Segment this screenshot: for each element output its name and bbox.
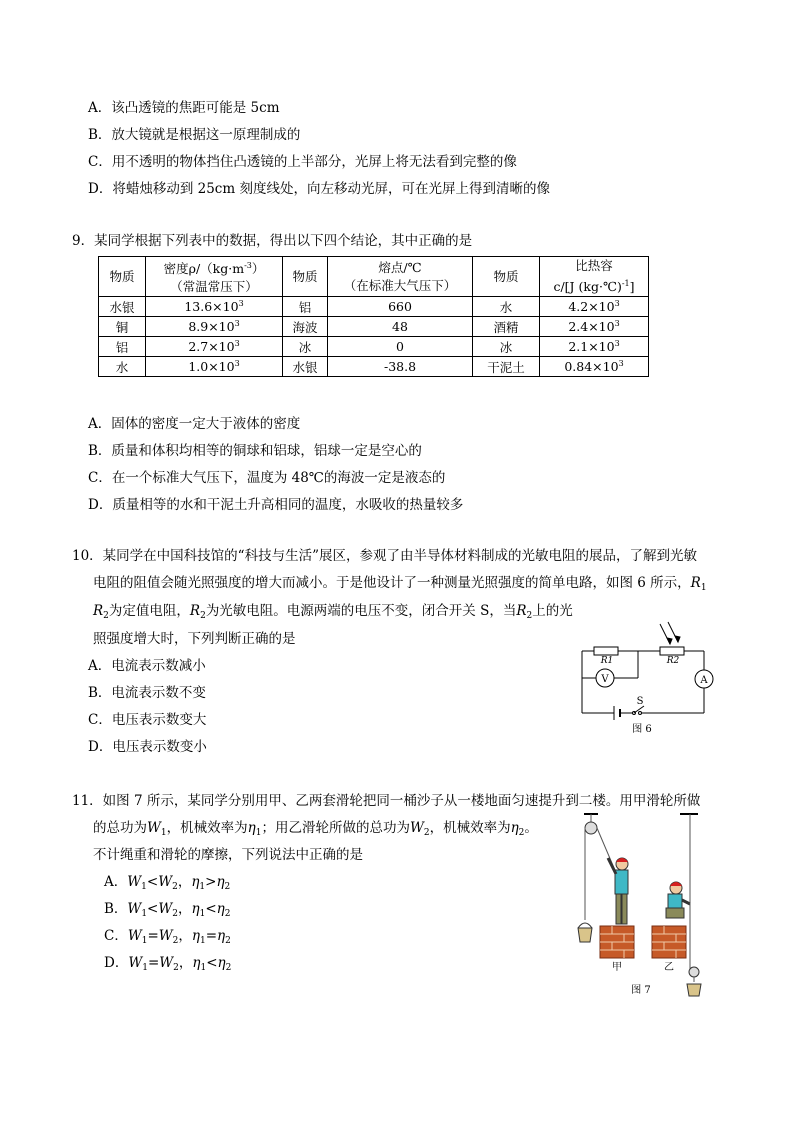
sub-1: 1 xyxy=(199,909,206,919)
switch-label: S xyxy=(636,696,644,707)
exp: 3 xyxy=(614,319,620,328)
q11-line-3: 不计绳重和滑轮的摩擦，下列说法中正确的是 xyxy=(93,847,363,863)
sub-1: 1 xyxy=(200,936,206,946)
cell-density xyxy=(146,297,283,317)
var-r: R xyxy=(516,603,527,619)
option-label: A． xyxy=(104,874,128,890)
option-label: D． xyxy=(104,955,129,971)
q11-text: ，机械效率为 xyxy=(429,820,511,836)
q8-option-d: D．将蜡烛移动到 25cm 刻度线处，向左移动光屏，可在光屏上得到清晰的像 xyxy=(88,181,550,197)
header-heat-sup: -1 xyxy=(621,279,630,288)
resistor-r1 xyxy=(594,647,618,655)
properties-table xyxy=(98,256,649,377)
figure-6-caption: 图 6 xyxy=(632,724,652,735)
fixed-pulley-jia xyxy=(585,822,597,834)
header-density-close: ） xyxy=(251,261,265,276)
heat-value: 2.1×10 xyxy=(568,339,615,354)
var-eta: η xyxy=(216,874,225,890)
cell-melting: 48 xyxy=(328,317,473,337)
cell-substance: 铝 xyxy=(99,337,146,357)
cell-substance: 水银 xyxy=(99,297,146,317)
cell-substance: 冰 xyxy=(283,337,328,357)
q11-option-b xyxy=(104,897,230,919)
sub-1: 1 xyxy=(199,882,206,892)
sub-1: 1 xyxy=(141,936,148,946)
cell-melting: -38.8 xyxy=(328,357,473,377)
sub-2: 2 xyxy=(200,611,206,621)
var-eta: η xyxy=(510,820,519,836)
q10-option-c: C．电压表示数变大 xyxy=(88,712,207,728)
header-heat-close: ] xyxy=(629,279,635,294)
q10-line-3 xyxy=(93,599,573,621)
cell-density xyxy=(146,357,283,377)
sub-1: 1 xyxy=(200,963,207,973)
var-eta: η xyxy=(216,901,225,917)
var-w: W xyxy=(158,874,173,890)
var-w: W xyxy=(159,955,174,971)
density-value: 13.6×10 xyxy=(184,299,239,314)
cell-heat xyxy=(540,337,649,357)
var-w: W xyxy=(147,820,161,836)
header-density-condition: （常温常压下） xyxy=(170,279,258,294)
sub-2: 2 xyxy=(224,882,231,892)
header-density-sup: -3 xyxy=(244,261,252,270)
option-label: B． xyxy=(104,901,128,917)
table-row xyxy=(99,317,649,337)
relation: = xyxy=(147,928,159,944)
label-jia: 甲 xyxy=(612,962,622,973)
header-density-label: 密度ρ/（kg·m xyxy=(163,261,245,276)
voltmeter-label: V xyxy=(601,674,609,685)
var-w: W xyxy=(128,955,143,971)
var-r: R xyxy=(690,575,701,591)
worker-jia xyxy=(608,858,628,924)
exp: 3 xyxy=(234,339,240,348)
exp: 3 xyxy=(618,359,624,368)
q10-line-4: 照强度增大时，下列判断正确的是 xyxy=(93,631,296,647)
movable-pulley-yi xyxy=(689,967,699,977)
heat-value: 2.4×10 xyxy=(568,319,615,334)
var-w: W xyxy=(158,901,173,917)
header-heat xyxy=(540,257,649,297)
sub-2: 2 xyxy=(225,936,231,946)
header-substance-1: 物质 xyxy=(99,257,146,297)
sand-bucket-jia xyxy=(578,928,592,942)
q9-option-b: B．质量和体积均相等的铜球和铝球，铝球一定是空心的 xyxy=(88,443,422,459)
exp: 3 xyxy=(234,319,240,328)
cell-heat xyxy=(540,297,649,317)
var-r: R xyxy=(189,603,201,619)
q9-option-c: C．在一个标准大气压下，温度为 48℃的海波一定是液态的 xyxy=(88,470,446,486)
relation: < xyxy=(147,901,159,917)
var-eta: η xyxy=(247,820,256,836)
sand-bucket-yi xyxy=(687,984,701,996)
bucket-handle xyxy=(578,923,592,928)
var-eta: η xyxy=(191,901,200,917)
cell-substance: 铝 xyxy=(283,297,328,317)
density-value: 2.7×10 xyxy=(188,339,235,354)
heat-value: 0.84×10 xyxy=(564,359,619,374)
separator: ， xyxy=(177,874,192,890)
q9-option-d: D．质量相等的水和干泥土升高相同的温度，水吸收的热量较多 xyxy=(88,497,464,513)
cell-melting: 0 xyxy=(328,337,473,357)
q8-option-a: A．该凸透镜的焦距可能是 5cm xyxy=(88,100,280,116)
sub-2: 2 xyxy=(423,828,430,838)
sub-2: 2 xyxy=(518,828,525,838)
pulley-illustration-figure-7 xyxy=(568,812,718,1000)
sub-1: 1 xyxy=(142,963,148,973)
light-arrows xyxy=(660,622,680,644)
cell-substance: 干泥土 xyxy=(473,357,540,377)
var-w: W xyxy=(127,874,142,890)
cell-substance: 冰 xyxy=(473,337,540,357)
q11-text: ，机械效率为 xyxy=(166,820,248,836)
q9-stem: 9．某同学根据下列表中的数据，得出以下四个结论，其中正确的是 xyxy=(72,233,473,249)
label-yi: 乙 xyxy=(664,962,674,973)
var-w: W xyxy=(158,928,173,944)
sub-1: 1 xyxy=(700,583,707,593)
exp: 3 xyxy=(614,299,620,308)
relation: < xyxy=(206,955,218,971)
cell-substance: 铜 xyxy=(99,317,146,337)
table-row xyxy=(99,337,649,357)
q10-option-a: A．电流表示数减小 xyxy=(88,658,206,674)
var-r: R xyxy=(93,603,104,619)
q8-option-c: C．用不透明的物体挡住凸透镜的上半部分，光屏上将无法看到完整的像 xyxy=(88,154,517,170)
q10-line-2-text: 电阻的阻值会随光照强度的增大而减小。于是他设计了一种测量光照强度的简单电路，如图 6 所示， xyxy=(93,575,691,591)
header-substance-2: 物质 xyxy=(283,257,328,297)
relation: < xyxy=(205,901,217,917)
sub-2: 2 xyxy=(103,611,109,621)
cell-density xyxy=(146,317,283,337)
header-substance-3: 物质 xyxy=(473,257,540,297)
sub-2: 2 xyxy=(526,611,533,621)
q11-text: ；用乙滑轮所做的总功为 xyxy=(261,820,410,836)
density-value: 8.9×10 xyxy=(188,319,235,334)
density-value: 1.0×10 xyxy=(188,359,235,374)
relation: > xyxy=(205,874,217,890)
q11-text: 的总功为 xyxy=(93,820,147,836)
separator: ， xyxy=(178,928,192,944)
heat-value: 4.2×10 xyxy=(568,299,615,314)
q10-line-2 xyxy=(93,571,707,593)
separator: ， xyxy=(178,955,193,971)
q11-option-a xyxy=(104,870,230,892)
option-label: C． xyxy=(104,928,128,944)
cell-substance: 酒精 xyxy=(473,317,540,337)
cell-density xyxy=(146,337,283,357)
header-density xyxy=(146,257,283,297)
q10-option-d: D．电压表示数变小 xyxy=(88,739,207,755)
switch-contact xyxy=(639,712,642,715)
var-eta: η xyxy=(217,955,226,971)
circuit-diagram-figure-6 xyxy=(576,620,716,738)
q9-option-a: A．固体的密度一定大于液体的密度 xyxy=(88,416,301,432)
sub-2: 2 xyxy=(172,936,179,946)
q11-line-1: 11．如图 7 所示，某同学分别用甲、乙两套滑轮把同一桶沙子从一楼地面匀速提升到二楼。用甲滑轮所做 xyxy=(72,793,701,809)
header-melting-label: 熔点/℃ xyxy=(378,259,422,275)
sub-1: 1 xyxy=(141,909,148,919)
header-melting xyxy=(328,257,473,297)
sub-2: 2 xyxy=(173,963,179,973)
q11-text: 。 xyxy=(524,820,538,836)
separator: ， xyxy=(177,901,192,917)
q11-line-2 xyxy=(93,816,538,838)
exp: 3 xyxy=(234,359,240,368)
cell-substance: 水银 xyxy=(283,357,328,377)
sub-1: 1 xyxy=(255,828,262,838)
q10-line-3b: 为光敏电阻。电源两端的电压不变，闭合开关 S，当 xyxy=(205,603,517,619)
q10-line-1: 10．某同学在中国科技馆的“科技与生活”展区，参观了由半导体材料制成的光敏电阻的展品，了解到光敏 xyxy=(72,548,697,564)
header-melting-condition: （在标准大气压下） xyxy=(343,277,457,293)
cell-substance: 水 xyxy=(99,357,146,377)
r2-label: R2 xyxy=(666,656,680,666)
var-eta: η xyxy=(191,874,200,890)
sub-1: 1 xyxy=(160,828,167,838)
sub-1: 1 xyxy=(141,882,147,892)
table-row xyxy=(99,357,649,377)
q10-line-3c: 上的光 xyxy=(532,603,573,619)
q10-line-3a: 为定值电阻， xyxy=(108,603,190,619)
sub-2: 2 xyxy=(172,882,178,892)
table-header-row xyxy=(99,257,649,297)
var-w: W xyxy=(127,901,142,917)
cell-substance: 水 xyxy=(473,297,540,317)
exp: 3 xyxy=(238,299,244,308)
q11-option-d xyxy=(104,951,231,973)
exp: 3 xyxy=(614,339,620,348)
q10-option-b: B．电流表示数不变 xyxy=(88,685,206,701)
cell-heat xyxy=(540,357,649,377)
header-heat-label: 比热容 xyxy=(575,258,613,273)
resistor-r2 xyxy=(660,647,684,655)
relation: < xyxy=(146,874,159,890)
cell-melting: 660 xyxy=(328,297,473,317)
sub-2: 2 xyxy=(224,909,231,919)
var-w: W xyxy=(127,928,142,944)
q8-option-b: B．放大镜就是根据这一原理制成的 xyxy=(88,127,301,143)
cell-heat xyxy=(540,317,649,337)
header-heat-unit: c/[J (kg·℃) xyxy=(553,279,622,294)
q11-option-c xyxy=(104,924,231,946)
figure-7-caption: 图 7 xyxy=(631,985,651,996)
relation: = xyxy=(147,955,160,971)
var-w: W xyxy=(409,820,424,836)
var-eta: η xyxy=(192,955,201,971)
ammeter-label: A xyxy=(700,675,708,686)
worker-yi xyxy=(666,882,690,918)
r1-label: R1 xyxy=(600,656,614,666)
sub-2: 2 xyxy=(225,963,232,973)
cell-substance: 海波 xyxy=(283,317,328,337)
var-eta: η xyxy=(191,928,200,944)
table-row xyxy=(99,297,649,317)
var-eta: η xyxy=(217,928,226,944)
sub-2: 2 xyxy=(172,909,178,919)
relation: = xyxy=(205,928,218,944)
